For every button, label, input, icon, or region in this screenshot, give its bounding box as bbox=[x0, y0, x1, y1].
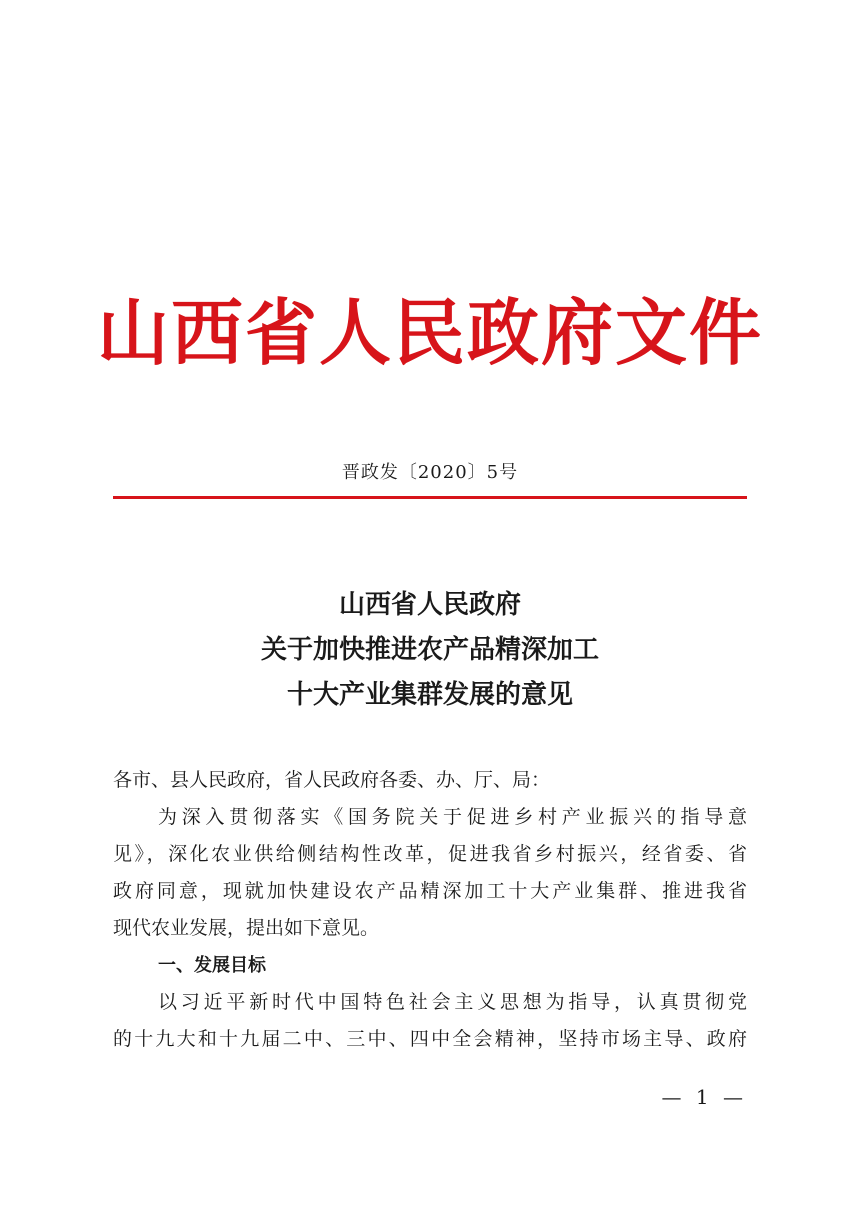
title-line: 山西省人民政府 bbox=[338, 590, 521, 620]
red-divider-rule bbox=[113, 496, 747, 499]
paragraph-line: 的十九大和十九届二中、三中、四中全会精神，坚持市场主导、政府 bbox=[113, 1028, 747, 1050]
title-line: 十大产业集群发展的意见 bbox=[286, 680, 573, 710]
page-number: — 1 — bbox=[661, 1085, 747, 1109]
paragraph-line: 现代农业发展，提出如下意见。 bbox=[113, 917, 380, 939]
document-title bbox=[0, 583, 860, 718]
section-heading: 一、发展目标 bbox=[158, 955, 266, 976]
paragraph-line: 见》，深化农业供给侧结构性改革，促进我省乡村振兴，经省委、省 bbox=[113, 843, 747, 865]
paragraph-line: 以习近平新时代中国特色社会主义思想为指导，认真贯彻党 bbox=[158, 991, 747, 1013]
salutation: 各市、县人民政府，省人民政府各委、办、厅、局： bbox=[113, 769, 551, 791]
paragraph-line: 政府同意，现就加快建设农产品精深加工十大产业集群、推进我省 bbox=[113, 880, 747, 902]
document-body bbox=[113, 762, 747, 1058]
paragraph-line: 为深入贯彻落实《国务院关于促进乡村产业振兴的指导意 bbox=[158, 806, 747, 828]
document-number: 晋政发〔2020〕5号 bbox=[341, 462, 519, 483]
masthead-title: 山西省人民政府文件 bbox=[96, 290, 763, 375]
title-line: 关于加快推进农产品精深加工 bbox=[260, 635, 599, 665]
